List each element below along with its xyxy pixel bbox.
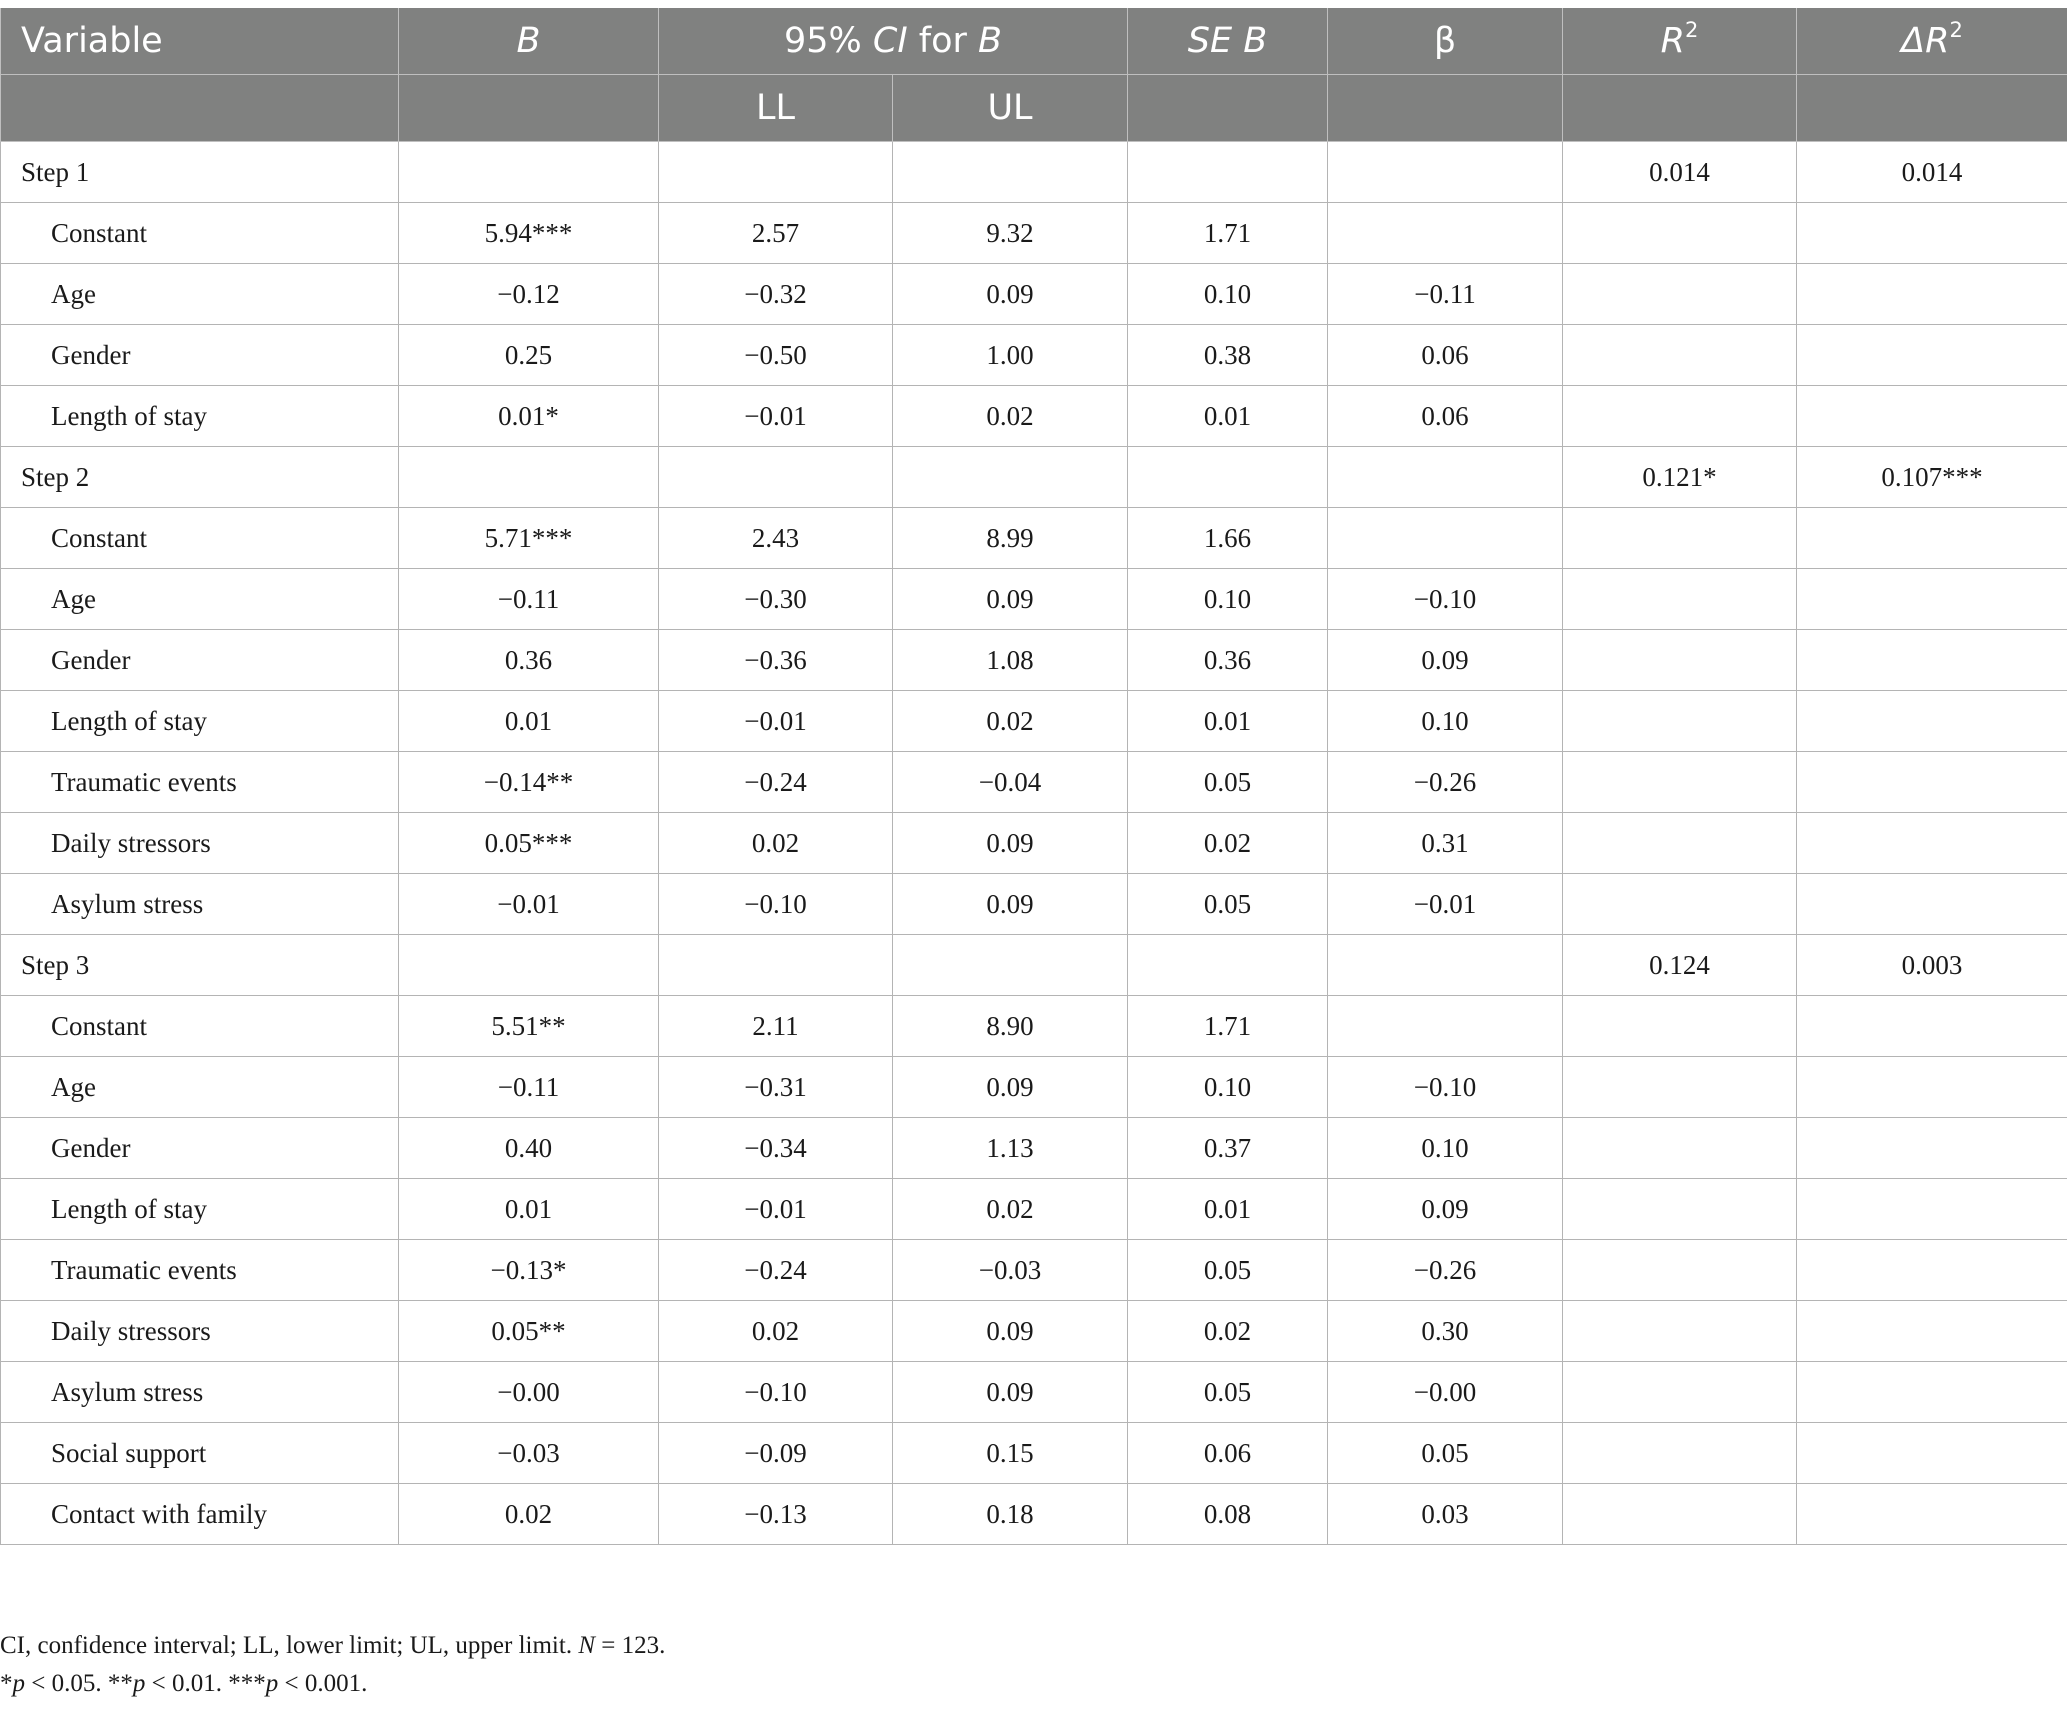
- table-row: [1, 264, 2067, 325]
- cell-r2: [1563, 752, 1797, 813]
- header-empty: [1328, 75, 1563, 142]
- cell-variable: Length of stay: [1, 691, 399, 752]
- table-row: [1, 386, 2067, 447]
- header-row-1: [1, 8, 2067, 75]
- header-empty: [399, 75, 659, 142]
- cell-delta-r2: [1797, 752, 2067, 813]
- cell-variable: Daily stressors: [1, 813, 399, 874]
- header-r2: $R^2$: [1563, 8, 1797, 75]
- cell-ci-ll: −0.34: [659, 1118, 893, 1179]
- cell-variable: Daily stressors: [1, 1301, 399, 1362]
- cell-ci-ul: 8.99: [893, 508, 1128, 569]
- cell-ci-ul: 0.09: [893, 813, 1128, 874]
- cell-ci-ll: −0.36: [659, 630, 893, 691]
- table-header: [1, 8, 2067, 142]
- cell-ci-ll: [659, 142, 893, 203]
- cell-b: −0.00: [399, 1362, 659, 1423]
- cell-b: 0.25: [399, 325, 659, 386]
- cell-variable: Constant: [1, 203, 399, 264]
- cell-variable: Constant: [1, 508, 399, 569]
- cell-variable: Gender: [1, 1118, 399, 1179]
- cell-delta-r2: [1797, 1484, 2067, 1545]
- cell-se-b: 0.02: [1128, 1301, 1328, 1362]
- cell-beta: −0.26: [1328, 752, 1563, 813]
- cell-delta-r2: [1797, 630, 2067, 691]
- cell-r2: [1563, 874, 1797, 935]
- cell-b: −0.11: [399, 1057, 659, 1118]
- cell-b: −0.03: [399, 1423, 659, 1484]
- cell-variable: Age: [1, 264, 399, 325]
- cell-se-b: 0.05: [1128, 752, 1328, 813]
- cell-r2: [1563, 203, 1797, 264]
- table-row: [1, 569, 2067, 630]
- table-row: [1, 1301, 2067, 1362]
- cell-b: [399, 142, 659, 203]
- cell-se-b: 0.38: [1128, 325, 1328, 386]
- cell-delta-r2: [1797, 1301, 2067, 1362]
- cell-variable: Step 1: [1, 142, 399, 203]
- cell-ci-ul: 8.90: [893, 996, 1128, 1057]
- table-row: [1, 874, 2067, 935]
- cell-variable: Age: [1, 1057, 399, 1118]
- cell-ci-ll: 2.43: [659, 508, 893, 569]
- header-empty: [1797, 75, 2067, 142]
- cell-ci-ul: 0.15: [893, 1423, 1128, 1484]
- cell-se-b: 0.10: [1128, 264, 1328, 325]
- table-row: [1, 1057, 2067, 1118]
- cell-delta-r2: [1797, 386, 2067, 447]
- cell-se-b: 0.02: [1128, 813, 1328, 874]
- cell-b: 0.01: [399, 691, 659, 752]
- cell-beta: 0.03: [1328, 1484, 1563, 1545]
- cell-ci-ll: [659, 447, 893, 508]
- cell-se-b: 0.01: [1128, 1179, 1328, 1240]
- cell-beta: −0.00: [1328, 1362, 1563, 1423]
- cell-beta: [1328, 142, 1563, 203]
- cell-se-b: [1128, 935, 1328, 996]
- table-row: [1, 1362, 2067, 1423]
- cell-se-b: 0.36: [1128, 630, 1328, 691]
- cell-ci-ll: 0.02: [659, 1301, 893, 1362]
- cell-ci-ll: −0.01: [659, 386, 893, 447]
- cell-beta: 0.09: [1328, 1179, 1563, 1240]
- cell-se-b: 0.05: [1128, 1240, 1328, 1301]
- cell-variable: Age: [1, 569, 399, 630]
- cell-delta-r2: [1797, 1057, 2067, 1118]
- cell-ci-ul: 1.00: [893, 325, 1128, 386]
- cell-se-b: 0.08: [1128, 1484, 1328, 1545]
- cell-delta-r2: [1797, 264, 2067, 325]
- cell-ci-ll: −0.32: [659, 264, 893, 325]
- cell-variable: Constant: [1, 996, 399, 1057]
- header-ul: UL: [893, 75, 1128, 142]
- step-row: [1, 935, 2067, 996]
- cell-delta-r2: 0.014: [1797, 142, 2067, 203]
- cell-beta: 0.06: [1328, 325, 1563, 386]
- cell-se-b: 0.05: [1128, 874, 1328, 935]
- cell-ci-ul: 0.09: [893, 874, 1128, 935]
- cell-variable: Social support: [1, 1423, 399, 1484]
- cell-ci-ul: 0.02: [893, 386, 1128, 447]
- cell-r2: [1563, 1057, 1797, 1118]
- cell-ci-ll: −0.24: [659, 752, 893, 813]
- cell-beta: 0.31: [1328, 813, 1563, 874]
- regression-table: [0, 8, 2067, 1545]
- cell-b: 5.94***: [399, 203, 659, 264]
- header-ci: 95% CI for B: [659, 8, 1128, 75]
- cell-variable: Step 3: [1, 935, 399, 996]
- cell-delta-r2: [1797, 325, 2067, 386]
- cell-r2: [1563, 1484, 1797, 1545]
- cell-delta-r2: 0.107***: [1797, 447, 2067, 508]
- cell-ci-ll: −0.50: [659, 325, 893, 386]
- cell-r2: [1563, 630, 1797, 691]
- cell-beta: 0.10: [1328, 1118, 1563, 1179]
- cell-delta-r2: [1797, 569, 2067, 630]
- cell-ci-ll: −0.24: [659, 1240, 893, 1301]
- cell-r2: [1563, 691, 1797, 752]
- cell-b: −0.14**: [399, 752, 659, 813]
- cell-ci-ul: 0.02: [893, 691, 1128, 752]
- cell-b: −0.12: [399, 264, 659, 325]
- header-ll: LL: [659, 75, 893, 142]
- cell-se-b: 1.71: [1128, 203, 1328, 264]
- table-row: [1, 1423, 2067, 1484]
- cell-r2: [1563, 508, 1797, 569]
- cell-b: 0.05**: [399, 1301, 659, 1362]
- cell-b: −0.11: [399, 569, 659, 630]
- cell-se-b: 0.10: [1128, 1057, 1328, 1118]
- cell-ci-ll: −0.01: [659, 1179, 893, 1240]
- cell-b: [399, 447, 659, 508]
- cell-b: 0.01*: [399, 386, 659, 447]
- table-row: [1, 996, 2067, 1057]
- cell-beta: 0.06: [1328, 386, 1563, 447]
- cell-r2: 0.124: [1563, 935, 1797, 996]
- table-note-significance: *p < 0.05. **p < 0.01. ***p < 0.001.: [0, 1670, 368, 1697]
- table-note-abbreviations: CI, confidence interval; LL, lower limit; UL, upper limit. N = 123.: [0, 1632, 666, 1659]
- step-row: [1, 447, 2067, 508]
- header-b: B: [399, 8, 659, 75]
- table-row: [1, 1484, 2067, 1545]
- cell-b: 0.01: [399, 1179, 659, 1240]
- cell-se-b: 1.71: [1128, 996, 1328, 1057]
- cell-r2: [1563, 264, 1797, 325]
- cell-se-b: [1128, 142, 1328, 203]
- cell-variable: Length of stay: [1, 1179, 399, 1240]
- header-empty: [1128, 75, 1328, 142]
- cell-ci-ul: [893, 935, 1128, 996]
- cell-se-b: [1128, 447, 1328, 508]
- header-delta-r2: $\Delta R^2$: [1797, 8, 2067, 75]
- cell-beta: [1328, 996, 1563, 1057]
- cell-delta-r2: [1797, 1179, 2067, 1240]
- cell-variable: Contact with family: [1, 1484, 399, 1545]
- cell-variable: Gender: [1, 325, 399, 386]
- cell-b: 0.02: [399, 1484, 659, 1545]
- cell-se-b: 0.10: [1128, 569, 1328, 630]
- cell-ci-ul: −0.04: [893, 752, 1128, 813]
- cell-ci-ul: [893, 447, 1128, 508]
- cell-delta-r2: [1797, 874, 2067, 935]
- cell-beta: [1328, 447, 1563, 508]
- cell-ci-ul: 1.13: [893, 1118, 1128, 1179]
- cell-variable: Asylum stress: [1, 874, 399, 935]
- cell-variable: Gender: [1, 630, 399, 691]
- cell-variable: Traumatic events: [1, 1240, 399, 1301]
- cell-ci-ul: 0.09: [893, 1301, 1128, 1362]
- cell-delta-r2: [1797, 1362, 2067, 1423]
- cell-ci-ll: −0.01: [659, 691, 893, 752]
- cell-r2: [1563, 325, 1797, 386]
- table-row: [1, 508, 2067, 569]
- cell-r2: [1563, 1423, 1797, 1484]
- cell-b: 5.51**: [399, 996, 659, 1057]
- cell-ci-ul: 1.08: [893, 630, 1128, 691]
- cell-ci-ll: −0.10: [659, 1362, 893, 1423]
- cell-ci-ul: 0.02: [893, 1179, 1128, 1240]
- cell-b: [399, 935, 659, 996]
- cell-ci-ul: 0.09: [893, 569, 1128, 630]
- cell-se-b: 0.37: [1128, 1118, 1328, 1179]
- cell-delta-r2: [1797, 813, 2067, 874]
- cell-beta: 0.09: [1328, 630, 1563, 691]
- cell-beta: [1328, 203, 1563, 264]
- cell-ci-ul: [893, 142, 1128, 203]
- cell-ci-ul: 9.32: [893, 203, 1128, 264]
- cell-r2: [1563, 1118, 1797, 1179]
- cell-r2: 0.121*: [1563, 447, 1797, 508]
- cell-beta: −0.10: [1328, 1057, 1563, 1118]
- cell-beta: −0.10: [1328, 569, 1563, 630]
- cell-r2: [1563, 1240, 1797, 1301]
- cell-ci-ll: −0.10: [659, 874, 893, 935]
- cell-beta: [1328, 508, 1563, 569]
- table-body: [1, 142, 2067, 1545]
- cell-se-b: 0.01: [1128, 386, 1328, 447]
- cell-variable: Step 2: [1, 447, 399, 508]
- cell-b: −0.13*: [399, 1240, 659, 1301]
- cell-b: 0.05***: [399, 813, 659, 874]
- cell-r2: [1563, 569, 1797, 630]
- cell-r2: [1563, 996, 1797, 1057]
- header-variable: Variable: [1, 8, 399, 75]
- table-row: [1, 1179, 2067, 1240]
- cell-ci-ul: 0.09: [893, 264, 1128, 325]
- cell-r2: [1563, 1179, 1797, 1240]
- cell-ci-ll: −0.31: [659, 1057, 893, 1118]
- cell-delta-r2: [1797, 1240, 2067, 1301]
- cell-b: 0.40: [399, 1118, 659, 1179]
- table-row: [1, 630, 2067, 691]
- cell-delta-r2: [1797, 508, 2067, 569]
- cell-beta: −0.01: [1328, 874, 1563, 935]
- cell-beta: 0.10: [1328, 691, 1563, 752]
- table-row: [1, 1118, 2067, 1179]
- table-row: [1, 203, 2067, 264]
- cell-beta: −0.26: [1328, 1240, 1563, 1301]
- step-row: [1, 142, 2067, 203]
- cell-delta-r2: 0.003: [1797, 935, 2067, 996]
- cell-ci-ll: 2.11: [659, 996, 893, 1057]
- cell-ci-ul: 0.18: [893, 1484, 1128, 1545]
- cell-delta-r2: [1797, 1423, 2067, 1484]
- cell-b: 0.36: [399, 630, 659, 691]
- cell-r2: [1563, 1301, 1797, 1362]
- cell-r2: [1563, 1362, 1797, 1423]
- header-empty: [1563, 75, 1797, 142]
- cell-delta-r2: [1797, 203, 2067, 264]
- cell-delta-r2: [1797, 1118, 2067, 1179]
- header-se-b: SE B: [1128, 8, 1328, 75]
- cell-ci-ll: 2.57: [659, 203, 893, 264]
- cell-b: −0.01: [399, 874, 659, 935]
- cell-ci-ll: 0.02: [659, 813, 893, 874]
- header-empty: [1, 75, 399, 142]
- cell-ci-ll: −0.09: [659, 1423, 893, 1484]
- table-row: [1, 691, 2067, 752]
- header-row-2: [1, 75, 2067, 142]
- cell-ci-ll: [659, 935, 893, 996]
- cell-se-b: 0.05: [1128, 1362, 1328, 1423]
- cell-ci-ul: 0.09: [893, 1362, 1128, 1423]
- cell-se-b: 0.01: [1128, 691, 1328, 752]
- cell-ci-ll: −0.30: [659, 569, 893, 630]
- cell-ci-ul: 0.09: [893, 1057, 1128, 1118]
- cell-variable: Traumatic events: [1, 752, 399, 813]
- cell-delta-r2: [1797, 996, 2067, 1057]
- cell-variable: Asylum stress: [1, 1362, 399, 1423]
- cell-se-b: 0.06: [1128, 1423, 1328, 1484]
- cell-se-b: 1.66: [1128, 508, 1328, 569]
- header-beta: β: [1328, 8, 1563, 75]
- table-row: [1, 1240, 2067, 1301]
- cell-beta: −0.11: [1328, 264, 1563, 325]
- table-row: [1, 325, 2067, 386]
- cell-b: 5.71***: [399, 508, 659, 569]
- cell-r2: 0.014: [1563, 142, 1797, 203]
- cell-variable: Length of stay: [1, 386, 399, 447]
- cell-ci-ll: −0.13: [659, 1484, 893, 1545]
- cell-beta: 0.05: [1328, 1423, 1563, 1484]
- cell-beta: 0.30: [1328, 1301, 1563, 1362]
- cell-r2: [1563, 386, 1797, 447]
- cell-delta-r2: [1797, 691, 2067, 752]
- table-row: [1, 752, 2067, 813]
- cell-beta: [1328, 935, 1563, 996]
- cell-r2: [1563, 813, 1797, 874]
- table-row: [1, 813, 2067, 874]
- cell-ci-ul: −0.03: [893, 1240, 1128, 1301]
